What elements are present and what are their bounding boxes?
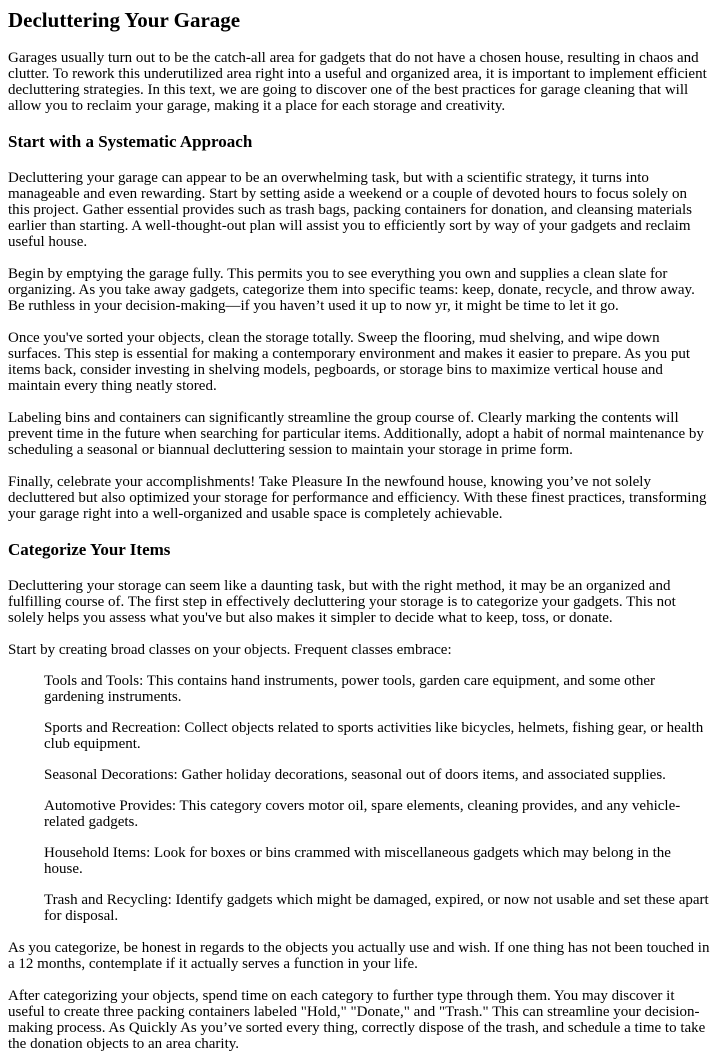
paragraph: Decluttering your storage can seem like a daunting task, but with the right method, it may be an organized and fulfilling course of. The first step in effectively decluttering your storage is to categorize your gadgets. This not solely helps you assess what you've but also makes it simpler to decide what to keep, toss, or donate. (8, 578, 676, 626)
list-item: Sports and Recreation: Collect objects related to sports activities like bicycles, helmets, fishing gear, or health club equipment. (44, 720, 704, 752)
list-item: Household Items: Look for boxes or bins crammed with miscellaneous gadgets which may belong in the house. (44, 845, 671, 877)
list-item: Seasonal Decorations: Gather holiday decorations, seasonal out of doors items, and associated supplies. (44, 767, 666, 783)
list-item: Trash and Recycling: Identify gadgets which might be damaged, expired, or now not usable and set these apart for disposal. (44, 892, 709, 924)
paragraph: Once you've sorted your objects, clean the storage totally. Sweep the flooring, mud shelving, and wipe down surfaces. This step is essential for making a contemporary environment and makes it easier to prepare. As you put items back, consider investing in shelving models, pegboards, or storage bins to maximize vertical house and maintain every thing neatly stored. (8, 330, 691, 394)
paragraph: Labeling bins and containers can significantly streamline the group course of. Clearly marking the contents will prevent time in the future when searching for particular items. Additionally, adopt a habit of normal maintenance by scheduling a seasonal or biannual decluttering session to maintain your storage in prime form. (8, 410, 704, 458)
article (0, 7, 720, 1052)
intro-paragraph: Garages usually turn out to be the catch-all area for gadgets that do not have a chosen house, resulting in chaos and clutter. To rework this underutilized area right into a useful and organized area, it is important to implement efficient decluttering strategies. In this text, we are going to discover one of the best practices for garage cleaning that will allow you to reclaim your garage, making it a place for each storage and creativity. (8, 50, 707, 114)
paragraph: Decluttering your garage can appear to be an overwhelming task, but with a scientific strategy, it turns into manageable and even rewarding. Start by setting aside a weekend or a couple of devoted hours to focus solely on this project. Gather essential provides such as trash bags, packing containers for donation, and cleansing materials earlier than starting. A well-thought-out plan will assist you to efficiently sort by way of your gadgets and reclaim useful house. (8, 170, 692, 250)
paragraph: Begin by emptying the garage fully. This permits you to see everything you own and supplies a clean slate for organizing. As you take away gadgets, categorize them into specific teams: keep, donate, recycle, and throw away. Be ruthless in your decision-making—if you haven’t used it up to now yr, it might be time to let it go. (8, 266, 695, 314)
page-title: Decluttering Your Garage (8, 8, 241, 32)
list-item: Tools and Tools: This contains hand instruments, power tools, garden care equipment, and some other gardening instruments. (44, 673, 655, 705)
section-heading-categorize-items: Categorize Your Items (8, 540, 171, 559)
paragraph: After categorizing your objects, spend time on each category to further type through them. You may discover it useful to create three packing containers labeled "Hold," "Donate," and "Trash." This can streamline your decision-making process. As Quickly As you’ve sorted every thing, correctly dispose of the trash, and schedule a time to take the donation objects to an area charity. (8, 988, 706, 1052)
paragraph: Finally, celebrate your accomplishments! Take Pleasure In the newfound house, knowing you’ve not solely decluttered but also optimized your storage for performance and efficiency. With these finest practices, transforming your garage right into a well-organized and usable space is completely achievable. (8, 474, 707, 522)
paragraph: Start by creating broad classes on your objects. Frequent classes embrace: (8, 642, 452, 658)
category-list (8, 673, 712, 924)
paragraph: As you categorize, be honest in regards to the objects you actually use and wish. If one thing has not been touched in a 12 months, contemplate if it actually serves a function in your life. (8, 940, 710, 972)
section-heading-systematic-approach: Start with a Systematic Approach (8, 132, 253, 151)
list-item: Automotive Provides: This category covers motor oil, spare elements, cleaning provides, and any vehicle-related gadgets. (44, 798, 681, 830)
